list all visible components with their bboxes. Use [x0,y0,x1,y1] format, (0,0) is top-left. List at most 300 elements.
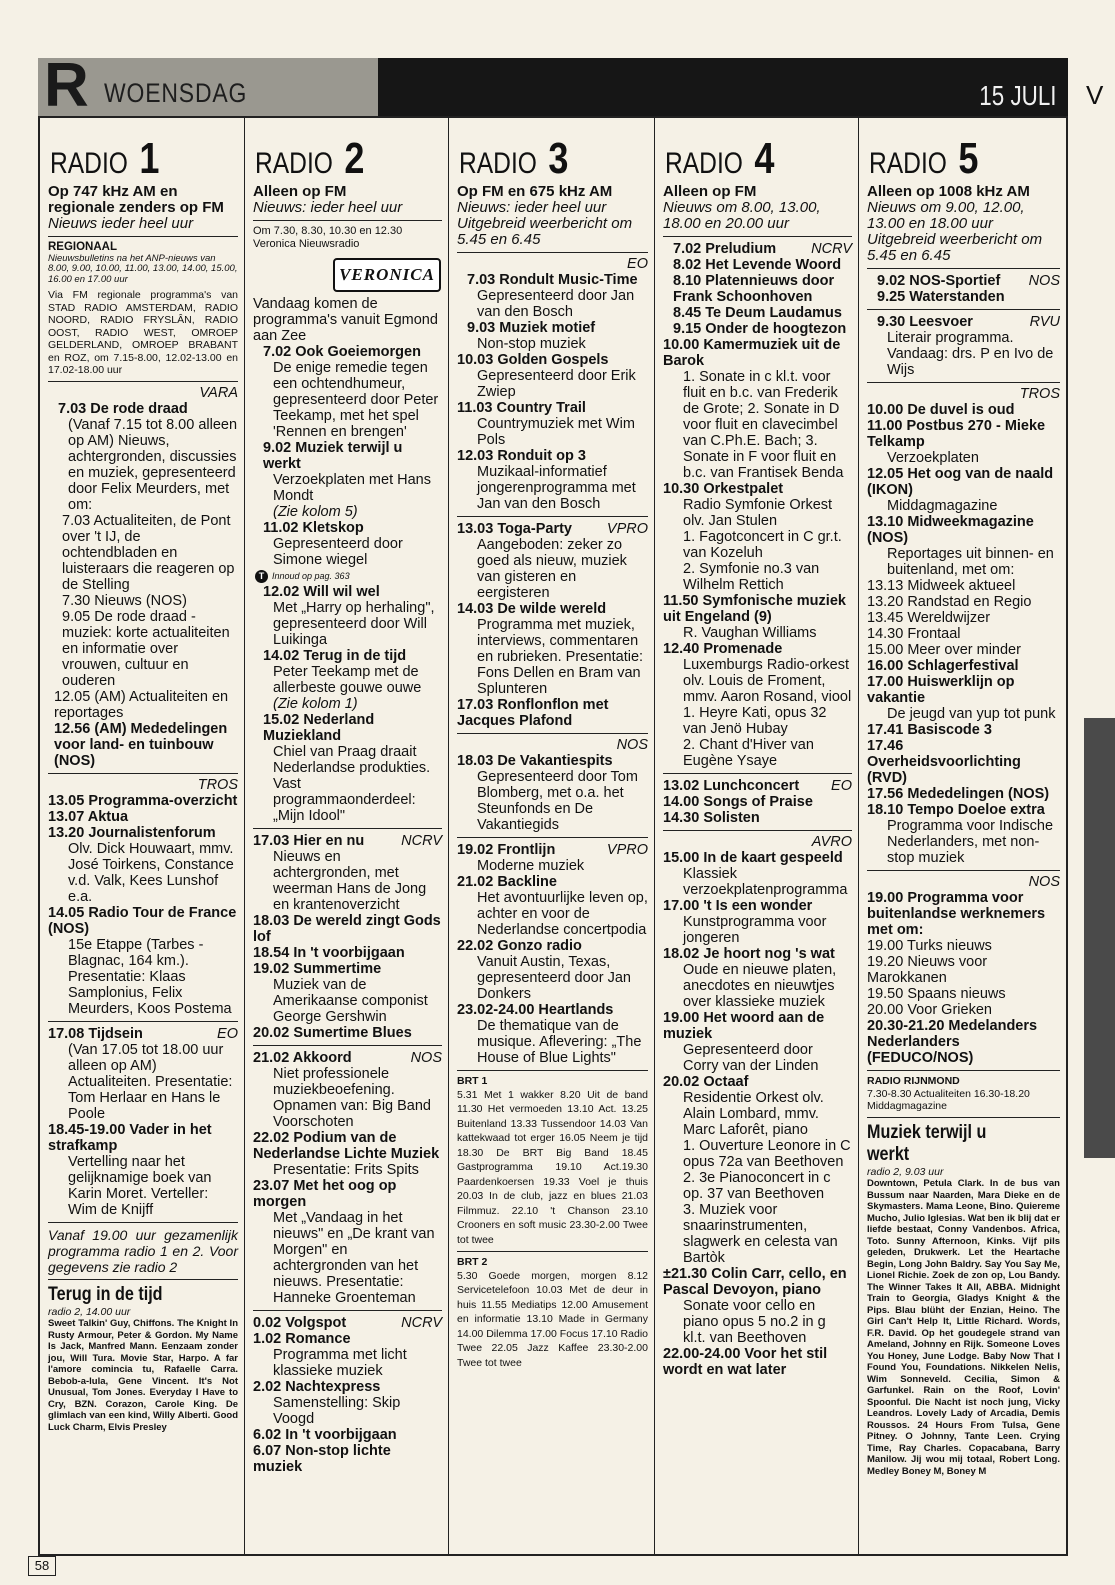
program-desc: Programma met licht klassieke muziek [273,1347,407,1379]
radio2-frequency: Alleen op FM [253,183,347,200]
program-desc: 1. Sonate in c kl.t. voor fluit en b.c. van Frederik de Grote; 2. Sonate in D voor fluit en clavecimbel van C.Ph.E. Bach; 3. Sonate in F voor fluit en b.c. van Frantisek Benda [683,369,844,481]
program-title: 22.02 Podium van de Nederlandse Lichte Muziek [253,1130,440,1162]
program-desc: Verzoekplaten [887,450,979,466]
program-desc: Peter Teekamp met de allerbeste gouwe ouwe [273,664,422,696]
program-title: 21.02 Akkoord [253,1050,352,1066]
program-desc: Gepresenteerd door Corry van der Linden [683,1042,819,1074]
radio5-frequency: Alleen op 1008 kHz AM [867,183,1030,200]
program-title: 17.00 't Is een wonder [663,898,813,914]
program-title: 8.45 Te Deum Laudamus [673,305,842,321]
program-title: 14.05 Radio Tour de France (NOS) [48,904,237,937]
program-item [867,722,1060,738]
program-item [253,648,442,664]
brt2-schedule: 5.30 Goede morgen, morgen 8.12 Servicetelefoon 10.03 Met de deur in huis 11.55 Mediatips 12.00 Amusement en informatie 13.10 Made in Germany 14.00 Dilemma 17.00 Focus 17.10 Radio Twee 22.05 Jazz Kaffee 23.30-2.00 Twee tot twee [457,1269,648,1369]
program-title: 9.30 Leesvoer [877,314,973,330]
adjacent-photo [1084,718,1115,1158]
regio-text: Via FM regionale programma's van STAD RADIO AMSTERDAM, RADIO NOORD, RADIO FRYSLÂN, RADIO OOST, RADIO WEST, OMROEP GELDERLAND, OMROEP BRABANT en ROZ, om 7.15-8.00, 12.02-13.00 en 17.02-18.00 uur [48,289,238,376]
program-title: 6.07 Non-stop lichte muziek [253,1443,391,1475]
program-title: 19.02 Frontlijn [457,842,556,858]
program-title: 10.00 De duvel is oud [867,402,1015,418]
program-title: 11.00 Postbus 270 - Mieke Telkamp [867,418,1046,450]
program-desc: Muziek van de Amerikaanse componist George Gershwin [273,977,428,1025]
program-sub: 7.03 Actualiteiten, de Pont over 't IJ, de ochtendbladen en luisteraars die reageren op de Stelling [62,512,235,593]
regionaal-text: Nieuwsbulletins na het ANP-nieuws van 8.00, 9.00, 10.00, 11.00, 13.00, 14.00, 15.00, 16.00 en 17.00 uur [48,252,238,285]
divider [457,516,648,517]
program-title: 12.56 (AM) Mededelingen voor land- en tuinbouw (NOS) [54,720,228,769]
program-desc: Sonate voor cello en piano opus 5 no.2 in g kl.t. van Beethoven [683,1298,826,1346]
program-item [663,946,852,962]
program-desc: Radio Symfonie Orkest olv. Jan Stulen [683,497,833,529]
program-title: 20.30-21.20 Medelanders Nederlanders (FEDUCO/NOS) [867,1018,1038,1066]
divider [867,1070,1060,1071]
program-title: 7.03 De rode draad [58,400,188,417]
program-item [253,1178,442,1210]
program-item [867,418,1060,450]
program-desc: Nieuws en achtergronden, met weerman Hans de Jong en krantenoverzicht [273,849,427,913]
program-item [253,913,442,945]
program-item [48,1122,238,1154]
program-desc: Met „Vandaag in het nieuws" en „De krant van Morgen" en achtergronden van het nieuws. Presentatie: Hanneke Groenteman [273,1210,435,1306]
divider [867,309,1060,310]
program-title: 11.50 Symfonische muziek uit Engeland (9) [663,593,846,625]
program-title: 17.08 Tijdsein [48,1025,143,1042]
adjacent-page-edge [1070,118,1115,1558]
program-item [867,402,1060,418]
program-title: 13.02 Lunchconcert [663,778,800,794]
network-label: NCRV [401,833,442,849]
network-label: NOS [616,737,648,753]
divider [48,1222,238,1223]
program-title: 10.00 Kamermuziek uit de Barok [663,337,841,369]
program-item [48,905,238,937]
program-title: 20.02 Sumertime Blues [253,1025,412,1041]
divider [663,773,852,774]
program-title: 9.25 Waterstanden [877,289,1005,305]
radio1-frequency: Op 747 kHz AM en regionale zenders op FM [48,183,224,216]
program-item [663,810,852,826]
divider [48,1021,238,1022]
date-label: 15 JULI [978,80,1056,111]
program-sub: 13.13 Midweek aktueel [867,578,1016,594]
divider [48,236,238,237]
program-desc: Aangeboden: zeker zo goed als nieuw, muziek van gisteren en eergisteren [477,537,627,601]
program-item [457,938,648,954]
program-item [48,1026,238,1042]
program-item [663,321,852,337]
program-item [253,1379,442,1395]
program-title: 14.30 Solisten [663,810,760,826]
divider [867,1117,1060,1118]
program-desc: (Vanaf 7.15 tot 8.00 alleen op AM) Nieuws, achtergronden, discussies en muziek, gepresenteerd door Felix Meurders, met om: [68,416,238,513]
program-title: 23.02-24.00 Heartlands [457,1002,614,1018]
program-title: 17.03 Hier en nu [253,833,365,849]
program-title: 9.15 Onder de hoogtezon [673,321,847,337]
program-item [867,890,1060,938]
program-title: 17.56 Mededelingen (NOS) [867,786,1050,802]
program-sub: 12.05 (AM) Actualiteiten en reportages [54,688,229,721]
program-desc: Klassiek verzoekplatenprogramma [683,866,848,898]
program-item [663,850,852,866]
box-subtitle: radio 2, 14.00 uur [48,1305,131,1318]
program-desc: (Van 17.05 tot 18.00 uur alleen op AM) Actualiteiten. Presentatie: Tom Herlaar en Hans le Poole [68,1041,233,1122]
program-title: 7.02 Preludium [673,241,777,257]
rijnmond-schedule: 7.30-8.30 Actualiteiten 16.30-18.20 Middagmagazine [867,1087,1030,1112]
joint-program-note: Vanaf 19.00 uur gezamenlijk programma radio 1 en 2. Voor gegevens zie radio 2 [48,1226,238,1275]
radio2-news: Nieuws: ieder heel uur [253,199,403,216]
divider [253,1045,442,1046]
program-title: 18.03 De Vakantiespits [457,753,613,769]
program-desc: Olv. Dick Houwaart, mmv. José Toirkens, Constance v.d. Valk, Kees Lunshof e.a. [68,840,234,905]
radio5-column [858,118,1066,1554]
program-desc: Gepresenteerd door Simone wiegel [273,536,403,568]
network-label: RVU [1029,314,1060,330]
program-desc: 15e Etappe (Tarbes - Blagnac, 164 km.). Presentatie: Klaas Samplonius, Felix Meurders, Koos Postema [68,936,232,1017]
program-sub: 7.30 Nieuws (NOS) [62,592,187,609]
program-item [663,241,852,257]
program-sub: 13.45 Wereldwijzer [867,610,991,626]
program-item [457,601,648,617]
network-label: NCRV [401,1315,442,1331]
program-title: 12.03 Ronduit op 3 [457,448,586,464]
program-item [457,352,648,368]
program-title: 9.03 Muziek motief [467,320,596,336]
program-title: 1.02 Romance [253,1331,351,1347]
program-item [253,1331,442,1347]
box-subtitle: radio 2, 9.03 uur [867,1165,944,1178]
radio-label: RADIO [459,147,537,180]
regionaal-title: REGIONAAL [48,241,117,253]
program-sub: 3. Muziek voor snaarinstrumenten, slagwerk en celesta van Bartòk [683,1202,838,1266]
program-sub: 9.05 De rode draad - muziek: korte actualiteiten en informatie over vrouwen, cultuur en ouderen [62,608,230,689]
program-title: 17.00 Huiswerklijn op vakantie [867,674,1015,706]
program-item [457,874,648,890]
program-item [663,1010,852,1042]
divider [867,382,1060,383]
program-item [253,1315,442,1331]
program-sub: 19.00 Turks nieuws [867,938,992,954]
divider [48,381,238,382]
program-title: 18.02 Je hoort nog 's wat [663,946,835,962]
program-title: 13.03 Toga-Party [457,521,572,537]
program-sub: 13.20 Randstad en Regio [867,594,1032,610]
intro-text: Vandaag komen de programma's vanuit Egmond aan Zee [253,296,438,344]
program-desc: De jeugd van yup tot punk [887,706,1056,722]
box-title: Terug in de tijd [48,1283,163,1305]
program-desc: Programma met muziek, interviews, commentaren en rubrieken. Presentatie: Fons Dellen en Bram van Splunteren [477,617,644,697]
program-item [253,945,442,961]
radio3-frequency: Op FM en 675 kHz AM [457,183,613,200]
radio1-title [50,134,204,183]
program-title: 14.03 De wilde wereld [457,601,607,617]
program-desc: Programma voor Indische Nederlanders, met non-stop muziek [887,818,1054,866]
radio-label: RADIO [255,147,333,180]
network-label: VPRO [606,842,648,858]
program-title: 21.02 Backline [457,874,557,890]
divider [457,1070,648,1071]
radio2-column [244,118,448,1554]
network-label: TROS [197,776,238,793]
tip-text: Innoud op pag. 363 [272,571,350,581]
program-item [48,721,238,769]
radio-number: 1 [139,134,160,183]
network-label: NOS [1028,273,1060,289]
radio5-news: Nieuws om 9.00, 12.00, 13.00 en 18.00 uur Uitgebreid weerbericht om 5.45 en 6.45 [867,199,1043,264]
program-sub: 1. Ouverture Leonore in C opus 72a van Beethoven [683,1138,851,1170]
radio4-title [665,134,818,183]
program-title: 17.03 Ronflonflon met Jacques Plafond [457,697,609,729]
program-sub: 20.00 Voor Grieken [867,1002,992,1018]
program-sub: 2. 3e Pianoconcert in c op. 37 van Beethoven [683,1170,831,1202]
program-title: 23.07 Met het oog op morgen [253,1178,397,1210]
program-desc: Kunstprogramma voor jongeren [683,914,827,946]
program-item [253,1050,442,1066]
divider [867,870,1060,871]
program-title: 13.20 Journalistenforum [48,824,216,841]
radio-number: 2 [344,134,365,183]
divider [457,1251,648,1252]
radio4-news: Nieuws om 8.00, 13.00, 18.00 en 20.00 uur [663,199,821,232]
program-item [867,802,1060,818]
program-desc: De thematique van de musique. Aflevering: „The House of Blue Lights" [477,1018,642,1066]
program-title: 6.02 In 't voorbijgaan [253,1427,397,1443]
program-desc: Oude en nieuwe platen, anecdotes en nieuwtjes over klassieke muziek [683,962,837,1010]
program-desc: Muzikaal-informatief jongerenprogramma met Jan van den Bosch [477,464,636,512]
program-item [663,641,852,657]
playlist-text: Downtown, Petula Clark. In de bus van Bussum naar Naarden, Mara Dieke en de Skymasters. Mama Leone, Bino. Quiereme Mucho, Julio Iglesias. Wat ben ik blij dat er liefde bestaat, Conny Vandenbos. Africa, Toto. Sunny Afternoon, Kinks. Vijf pils geleden, Drukwerk. Let the Heartache Begin, Long John Baldry. Say You Say Me, Lionel Richie. Zoek de zon op, Lou Bandy. The Winner Takes It All, ABBA. Midnight Train to Georgia, Gladys Knight & the Pips. Blau blüht der Enzian, Heino. The Girl Can't Help It, Little Richard. Words, F.R. David. Op het goudegele strand van Ameland, Johnny en Rijk. Someone Loves You Honey, June Lodge. Baby Now That I Found You, Foundations. Nikkelen Nelis, Wim Sonneveld. Cecilia, Simon & Garfunkel. Rain on the Roof, Lovin' Spoonful. Die Nacht ist noch jung, Vicky Leandros. Lovely Lady of Arcadia, Demis Roussos. 24 Hours From Tulsa, Gene Pitney. O Johnny, Tante Leen. Crying Time, Ray Charles. Copacabana, Barry Manilow. Jij wou mij totaal, Robert Long. Medley Boney M, Boney M [867,1178,1060,1477]
program-desc: Het avontuurlijke leven op, achter en voor de Nederlandse concertpodia [477,890,648,938]
program-item [867,466,1060,498]
program-title: 22.00-24.00 Voor het stil wordt en wat later [663,1346,828,1378]
playlist-text: Sweet Talkin' Guy, Chiffons. The Knight In Rusty Armour, Peter & Gordon. My Name Is Jack, Manfred Mann. Eenzaam zonder jou, Will Tura. Movie Star, Harpo. A far l'amore comincia tu, Rafaelle Carra. Bebob-a-lula, Gene Vincent. It's Not Unusual, Tom Jones. Everyday I Have to Cry, BZN. Corazon, Carole King. De glimlach van een kind, Willy Alberti. Good Luck Charm, Elvis Presley [48,1318,238,1433]
program-desc: Chiel van Praag draait Nederlandse produkties. Vast programmaonderdeel: „Mijn Idool" [273,744,431,824]
program-item [663,257,852,273]
program-title: 18.10 Tempo Doeloe extra [867,802,1045,818]
program-item [48,809,238,825]
program-title: 15.00 In de kaart gespeeld [663,850,843,866]
radio2-title [255,134,408,183]
program-item [457,448,648,464]
program-title: 0.02 Volgspot [253,1315,347,1331]
program-item [663,1074,852,1090]
divider [48,1279,238,1280]
program-item [867,658,1060,674]
tip-icon: T [255,570,268,583]
program-item [663,337,852,369]
program-item [663,778,852,794]
program-ref: (Zie kolom 5) [273,504,358,520]
network-label: EO [217,1025,238,1042]
program-sub: 2. Symfonie no.3 van Wilhelm Rettich [683,561,820,593]
program-title: 10.03 Golden Gospels [457,352,609,368]
program-desc: De enige remedie tegen een ochtendhumeur, gepresenteerd door Peter Teekamp, met het spel 'Rennen en brengen' [273,360,439,440]
radio-label: RADIO [665,147,743,180]
program-desc: Non-stop muziek [477,336,586,352]
program-title: 7.02 Ook Goeiemorgen [263,344,421,360]
program-title: 12.02 Will wil wel [263,584,380,600]
program-item [253,520,442,536]
network-label: VPRO [606,521,648,537]
program-item [867,674,1060,706]
program-item [253,584,442,600]
network-label: TROS [1019,386,1060,402]
program-title: 20.02 Octaaf [663,1074,749,1090]
program-item [663,305,852,321]
program-desc: Verzoekplaten met Hans Mondt [273,472,431,504]
header-left-band [38,51,378,120]
program-desc: Gepresenteerd door Tom Blomberg, met o.a. het Steunfonds en De Vakantiegids [477,769,638,833]
radio4-frequency: Alleen op FM [663,183,757,200]
radio3-news: Nieuws: ieder heel uur Uitgebreid weerbericht om 5.45 en 6.45 [457,199,633,248]
news-times: Om 7.30, 8.30, 10.30 en 12.30 Veronica Nieuwsradio [253,225,403,250]
divider [663,236,852,237]
program-title: ±21.30 Colin Carr, cello, en Pascal Devoyon, piano [663,1266,847,1298]
program-title: 11.03 Country Trail [457,400,586,416]
program-item [253,1427,442,1443]
divider [457,252,648,253]
divider [457,733,648,734]
program-desc: Moderne muziek [477,858,585,874]
program-item [867,514,1060,546]
program-desc: Presentatie: Frits Spits [273,1162,419,1178]
program-title: 19.02 Summertime [253,961,382,977]
section-letter: R [44,51,89,120]
program-desc: Gepresenteerd door Jan van den Bosch [477,288,635,320]
program-item [253,440,442,472]
program-item [663,593,852,625]
network-label: NCRV [811,241,852,257]
radio3-column [448,118,654,1554]
veronica-logo: VERONICA [333,258,441,292]
program-item [253,1025,442,1041]
program-item [457,400,648,416]
program-sub: 2. Chant d'Hiver van Eugène Ysaye [683,737,814,769]
program-title: 17.46 Overheidsvoorlichting (RVD) [867,738,1021,786]
program-title: 7.03 Rondult Music-Time [467,272,638,288]
program-sub: 19.50 Spaans nieuws [867,986,1006,1002]
program-item [457,697,648,729]
program-title: 12.40 Promenade [663,641,783,657]
program-item [457,272,648,288]
program-item [457,521,648,537]
program-item [663,898,852,914]
radio-label: RADIO [869,147,947,180]
program-item [48,401,238,417]
program-item [663,1346,852,1378]
divider [253,220,442,221]
brt2-title: BRT 2 [457,1256,488,1268]
radio1-news: Nieuws ieder heel uur [48,215,194,232]
program-sub: 1. Fagotconcert in C gr.t. van Kozeluh [683,529,842,561]
divider [867,268,1060,269]
program-item [253,1443,442,1475]
divider [663,830,852,831]
network-label: EO [831,778,852,794]
program-item [867,786,1060,802]
program-desc: Countrymuziek met Wim Pols [477,416,635,448]
program-ref [253,568,442,584]
program-desc: Niet professionele muziekbeoefening. Opnamen van: Big Band Voorschoten [273,1066,431,1130]
program-title: 2.02 Nachtexpress [253,1379,381,1395]
divider [253,828,442,829]
divider [457,837,648,838]
program-title: 13.05 Programma-overzicht [48,792,238,809]
program-item [48,793,238,809]
radio-number: 4 [754,134,775,183]
program-sub: 1. Heyre Kati, opus 32 van Jenö Hubay [683,705,827,737]
program-title: 19.00 Het woord aan de muziek [663,1010,825,1042]
program-item [253,344,442,360]
program-desc: Vertelling naar het gelijknamige boek van Karin Moret. Verteller: Wim de Knijff [68,1153,212,1218]
network-label: AVRO [811,834,852,850]
program-item [867,738,1060,786]
program-item [457,842,648,858]
network-label: EO [627,256,648,272]
program-item [457,1002,648,1018]
program-title: 13.10 Midweekmagazine (NOS) [867,514,1034,546]
program-title: 16.00 Schlagerfestival [867,658,1019,674]
radio-number: 3 [548,134,569,183]
program-item [663,794,852,810]
radio-label: RADIO [50,147,128,180]
program-item [253,833,442,849]
page-header [38,51,1068,120]
program-item [663,481,852,497]
program-ref: (Zie kolom 1) [273,696,358,712]
program-desc: Luxemburgs Radio-orkest olv. Louis de Froment, mmv. Aaron Rosand, viool [683,657,852,705]
page-number: 58 [28,1556,56,1576]
program-desc: Middagmagazine [887,498,998,514]
program-title: 18.54 In 't voorbijgaan [253,945,405,961]
program-title: 13.07 Aktua [48,808,129,825]
day-name: WOENSDAG [104,78,248,108]
program-title: 17.41 Basiscode 3 [867,722,992,738]
program-title: 12.05 Het oog van de naald (IKON) [867,466,1054,498]
program-title: 8.10 Platennieuws door Frank Schoonhoven [673,273,835,305]
program-item [457,320,648,336]
network-label: NOS [1028,874,1060,890]
program-sub: 15.00 Meer over minder [867,642,1021,658]
program-title: 14.02 Terug in de tijd [263,648,407,664]
program-item [457,753,648,769]
program-item [663,1266,852,1298]
program-item [48,825,238,841]
radio4-column [654,118,858,1554]
program-item [253,712,442,744]
program-title: 9.02 NOS-Sportief [877,273,1001,289]
program-desc: R. Vaughan Williams [683,625,817,641]
network-label: NOS [410,1050,442,1066]
program-desc: Literair programma. Vandaag: drs. P en Ivo de Wijs [887,330,1054,378]
program-desc: Reportages uit binnen- en buitenland, met om: [887,546,1054,578]
radio3-title [459,134,614,183]
program-title: 22.02 Gonzo radio [457,938,582,954]
program-item [867,1018,1060,1066]
program-title: 10.30 Orkestpalet [663,481,784,497]
program-item [253,1130,442,1162]
divider [48,773,238,774]
box-title: Muziek terwijl u werkt [867,1121,987,1165]
program-item [663,273,852,305]
program-item [867,314,1060,330]
radio-number: 5 [958,134,979,183]
program-desc: Residentie Orkest olv. Alain Lombard, mmv. Marc Laforêt, piano [683,1090,824,1138]
radio1-column [40,118,244,1554]
program-desc: Met „Harry op herhaling", gepresenteerd door Will Luikinga [273,600,435,648]
brt1-title: BRT 1 [457,1075,488,1087]
program-item [867,289,1060,305]
program-title: 8.02 Het Levende Woord [673,257,842,273]
program-title: 15.02 Nederland Muziekland [263,712,375,744]
